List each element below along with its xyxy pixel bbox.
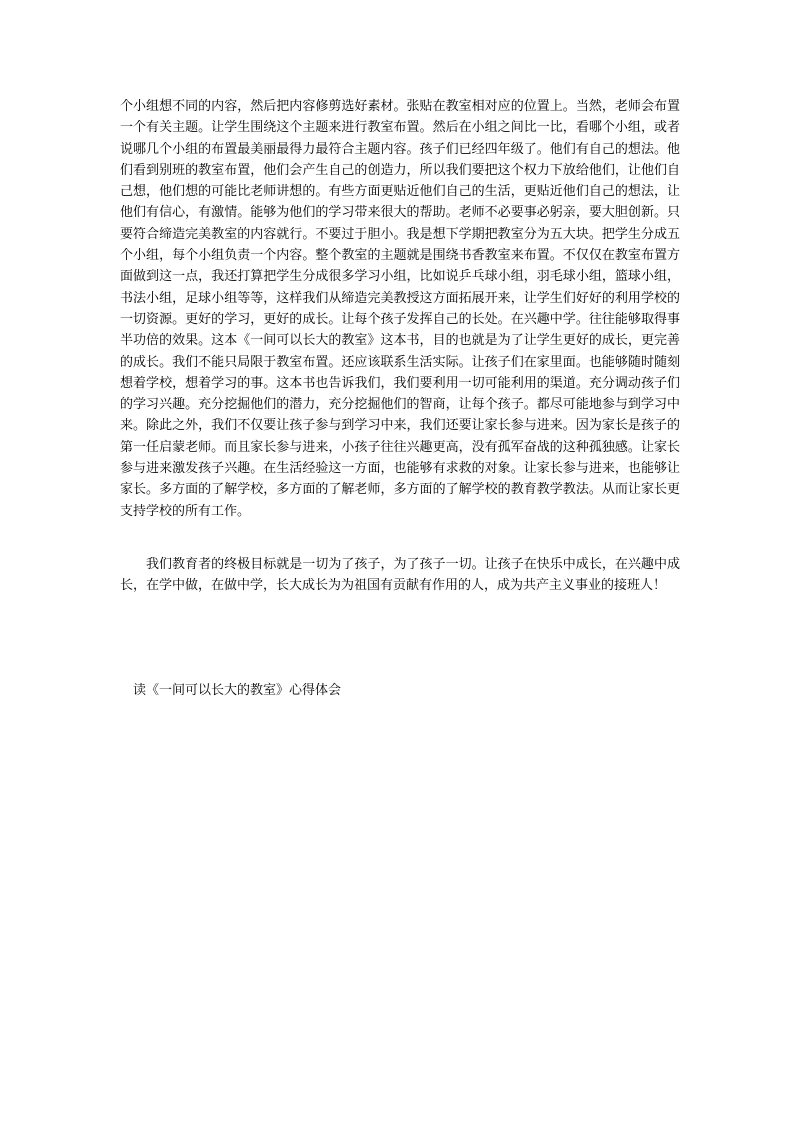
body-paragraph-1: 个小组想不同的内容，然后把内容修剪选好素材。张贴在教室相对应的位置上。当然，老师会布置一个有关主题。让学生围绕这个主题来进行教室布置。然后在小组之间比一比，看哪个小组，或者说哪几个小组的布置最美丽最得力最符合主题内容。孩子们已经四年级了。他们有自己的想法。他们看到别班的教室布置，他们会产生自己的创造力，所以我们要把这个权力下放给他们，让他们自己想，他们想的可能比老师讲想的。有些方面更贴近他们自己的生活，更贴近他们自己的想法，让他们有信心，有激情。能够为他们的学习带来很大的帮助。老师不必要事必躬亲，要大胆创新。只要符合缔造完美教室的内容就行。不要过于胆小。我是想下学期把教室分为五大块。把学生分成五个小组，每个小组负责一个内容。整个教室的主题就是围绕书香教室来布置。不仅仅在教室布置方面做到这一点，我还打算把学生分成很多学习小组，比如说乒乓球小组，羽毛球小组，篮球小组，书法小组，足球小组等等，这样我们从缔造完美教授这方面拓展开来，让学生们好好的利用学校的一切资源。更好的学习，更好的成长。让每个孩子发挥自己的长处。在兴趣中学。往往能够取得事半功倍的效果。这本《一间可以长大的教室》这本书，目的也就是为了让学生更好的成长，更完善的成长。我们不能只局限于教室布置。还应该联系生活实际。让孩子们在家里面。也能够随时随刻想着学校，想着学习的事。这本书也告诉我们，我们要利用一切可能利用的渠道。充分调动孩子们的学习兴趣。充分挖掘他们的潜力，充分挖掘他们的智商，让每个孩子。都尽可能地参与到学习中来。除此之外，我们不仅要让孩子参与到学习中来，我们还要让家长参与进来。因为家长是孩子的第一任启蒙老师。而且家长参与进来，小孩子往往兴趣更高，没有孤军奋战的这种孤独感。让家长参与进来激发孩子兴趣。在生活经验这一方面，也能够有求救的对象。让家长参与进来，也能够让家长。多方面的了解学校，多方面的了解老师，多方面的了解学校的教育教学教法。从而让家长更支持学校的所有工作。 (120, 99, 680, 519)
document-title: 读《一间可以长大的教室》心得体会 (133, 683, 342, 698)
body-paragraph-2: 我们教育者的终极目标就是一切为了孩子，为了孩子一切。让孩子在快乐中成长，在兴趣中成长，在学中做，在做中学，长大成长为为祖国有贡献有作用的人，成为共产主义事业的接班人！ (120, 557, 680, 594)
